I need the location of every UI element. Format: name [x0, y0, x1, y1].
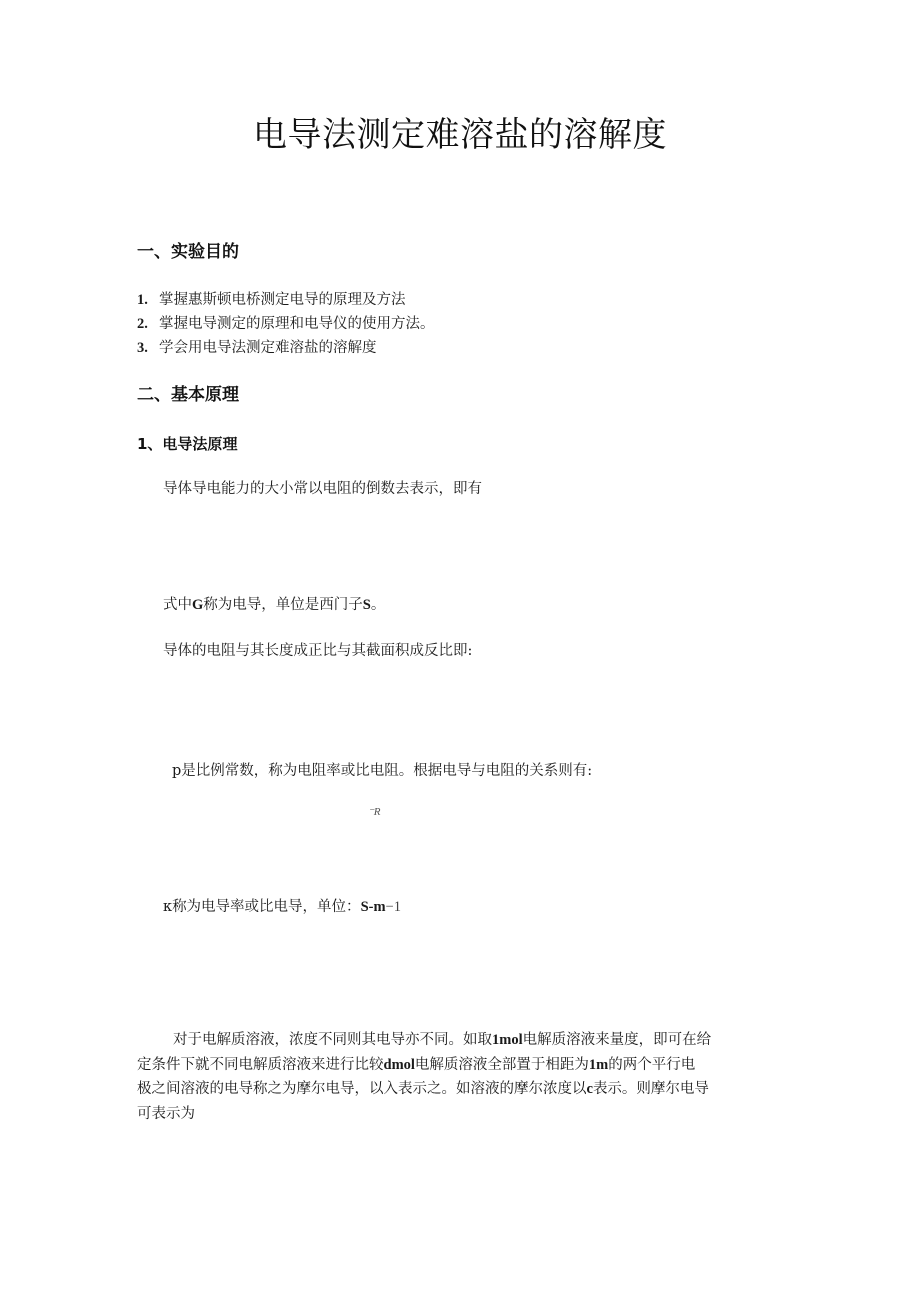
list-number: 3. — [137, 340, 148, 356]
list-text: 学会用电导法测定难溶盐的溶解度 — [159, 340, 377, 356]
symbol-s: S — [362, 597, 371, 613]
section-heading-objectives: 一、实验目的 — [137, 242, 239, 262]
paragraph-resistivity: p是比例常数，称为电阻率或比电阻。根据电导与电阻的关系则有: — [172, 763, 593, 779]
list-item — [137, 337, 377, 359]
list-item — [137, 313, 435, 335]
list-text: 掌握电导测定的原理和电导仪的使用方法。 — [159, 316, 435, 332]
unit-exponent: −1 — [385, 899, 401, 915]
subsection-heading-conductance: 1、电导法原理 — [137, 435, 238, 453]
formula-placeholder-resistance — [137, 668, 785, 753]
section-heading-principles: 二、基本原理 — [137, 385, 239, 405]
formula-placeholder-conductivity — [137, 925, 785, 1020]
list-item — [137, 289, 406, 311]
formula-fragment: ⁻R — [368, 806, 381, 818]
paragraph-line: 对于电解质溶液，浓度不同则其电导亦不同。如取1mol电解质溶液来量度，即可在给 — [173, 1032, 712, 1048]
paragraph-resistance-relation: 导体的电阻与其长度成正比与其截面积成反比即: — [163, 643, 473, 659]
unit-text: S-m — [360, 899, 386, 915]
list-number: 1. — [137, 292, 148, 308]
symbol-g: G — [192, 597, 204, 613]
paragraph-line: 极之间溶液的电导称之为摩尔电导，以入表示之。如溶液的摩尔浓度以c表示。则摩尔电导 — [137, 1081, 709, 1097]
paragraph-conductivity-unit: κ称为电导率或比电导，单位：S-m−1 — [163, 899, 401, 915]
list-number: 2. — [137, 316, 148, 332]
paragraph-line: 可表示为 — [137, 1105, 195, 1122]
formula-placeholder-conductance — [137, 505, 785, 590]
page-title: 电导法测定难溶盐的溶解度 — [253, 115, 667, 155]
list-text: 掌握惠斯顿电桥测定电导的原理及方法 — [159, 292, 406, 308]
paragraph-conductance-unit: 式中G称为电导，单位是西门子S。 — [163, 597, 386, 613]
paragraph-molar-conductance — [137, 1028, 785, 1126]
paragraph-conductance-definition: 导体导电能力的大小常以电阻的倒数去表示，即有 — [163, 481, 482, 497]
paragraph-line: 定条件下就不同电解质溶液来进行比较dmol电解质溶液全部置于相距为1m的两个平行电 — [137, 1056, 696, 1073]
